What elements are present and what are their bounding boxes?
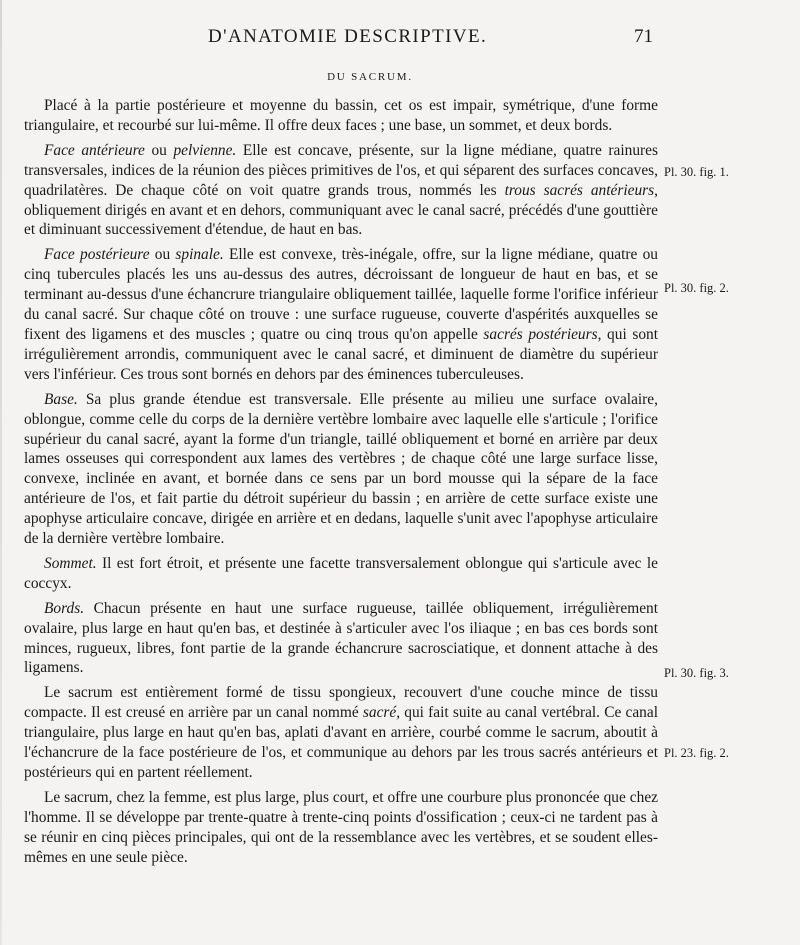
paragraph-sommet bbox=[24, 554, 658, 594]
italic-term: trous sacrés antérieurs bbox=[504, 181, 655, 199]
body-text bbox=[24, 96, 658, 873]
paragraph-lead: Sommet. bbox=[44, 554, 97, 572]
page-edge-shadow bbox=[0, 0, 2, 945]
paragraph-text: Il est fort étroit, et présente une facette transversalement oblongue qui s'articule avec le coccyx. bbox=[24, 554, 658, 592]
paragraph-bords bbox=[24, 599, 658, 679]
paragraph-developpement bbox=[24, 788, 658, 868]
paragraph-lead: Face postérieure bbox=[44, 246, 150, 264]
paragraph-text-cont: , qui sont irrégulièrement arrondis, communiquent avec le canal sacré, et diminuent de diamètre du supérieur vers l'inférieur. Ces trous sont bornés en dehors par des éminences tuberculeuses. bbox=[24, 325, 658, 383]
margin-note-plate-30-fig-3: Pl. 30. fig. 3. bbox=[664, 666, 729, 680]
paragraph-lead: Face antérieure bbox=[44, 141, 145, 159]
margin-note-plate-30-fig-2: Pl. 30. fig. 2. bbox=[664, 281, 729, 295]
paragraph-lead-alt: spinale. bbox=[175, 246, 224, 264]
paragraph-text-cont: , obliquement dirigés en avant et en dehors, communiquant avec le canal sacré, précédés d'une gouttière et diminuant successivement d'étendue, de haut en bas. bbox=[24, 181, 658, 239]
margin-note-plate-30-fig-1: Pl. 30. fig. 1. bbox=[664, 165, 729, 179]
paragraph-intro bbox=[24, 96, 658, 136]
paragraph-text: Chacun présente en haut une surface rugueuse, taillée obliquement, irrégulièrement ovalaire, plus large en haut qu'en bas, et destinée à s'articuler avec l'os iliaque ; en bas ces bords sont minces, rugueux, libres, font partie de la grande échancrure sacrosciatique, et donnent attache à des ligamens. bbox=[24, 599, 658, 677]
paragraph-text: Le sacrum, chez la femme, est plus large, plus court, et offre une courbure plus prononcée que chez l'homme. Il se développe par trente-quatre à trente-cinq points d'ossification ; ceux-ci ne tardent pas à se réunir en cinq pièces principales, qui ont de la ressemblance avec les vertèbres, et se soudent elles-mêmes en une seule pièce. bbox=[24, 788, 658, 866]
paragraph-face-posterieure bbox=[24, 245, 658, 384]
paragraph-text: Elle est concave, présente, sur la ligne médiane, quatre rainures transversales, indices de la réunion des pièces primitives de l'os, et qui séparent des surfaces concaves, quadrilatères. De chaque côté on voit quatre grands trous, nommés les bbox=[24, 141, 659, 199]
italic-term: sacrés postérieurs bbox=[483, 325, 598, 343]
paragraph-text: Placé à la partie postérieure et moyenne du bassin, cet os est impair, symétrique, d'une forme triangulaire, et recourbé sur lui-même. Il offre deux faces ; une base, un sommet, et deux bords. bbox=[24, 97, 658, 134]
italic-term: sacré bbox=[362, 704, 397, 722]
paragraph-lead: Bords. bbox=[44, 599, 85, 617]
paragraph-connector: ou bbox=[149, 246, 176, 264]
page-header bbox=[0, 26, 800, 50]
section-title: DU SACRUM. bbox=[327, 71, 413, 83]
page-number: 71 bbox=[634, 26, 653, 47]
paragraph-text: Elle est convexe, très-inégale, offre, sur la ligne médiane, quatre ou cinq tubercules placés les uns au-dessus des autres, décroissant de longueur de haut en bas, et se terminant au-dessus d'une échancrure triangulaire obliquement taillée, laquelle forme l'orifice inférieur du canal sacré. Sur chaque côté on trouve : une surface rugueuse, couverte d'aspérités auxquelles se fixent des ligamens et des muscles ; quatre ou cinq trous qu'on appelle bbox=[24, 246, 658, 343]
paragraph-lead: Base. bbox=[44, 390, 78, 408]
margin-note-plate-23-fig-2: Pl. 23. fig. 2. bbox=[664, 746, 729, 760]
paragraph-text-cont: , qui fait suite au canal vertébral. Ce canal triangulaire, plus large en haut qu'en bas, aplati d'avant en arrière, courbé comme le sacrum, aboutit à l'échancrure de la face postérieure de l'os, et communique au dehors par les trous sacrés antérieurs et postérieurs qui en partent réellement. bbox=[24, 704, 658, 781]
paragraph-base bbox=[24, 390, 658, 549]
paragraph-lead-alt: pelvienne. bbox=[173, 141, 237, 159]
paragraph-face-anterieure bbox=[24, 141, 658, 241]
running-title: D'ANATOMIE DESCRIPTIVE. bbox=[208, 26, 488, 47]
paragraph-text: Le sacrum est entièrement formé de tissu spongieux, recouvert d'une couche mince de tissu compacte. Il est creusé en arrière par un canal nommé bbox=[24, 684, 658, 722]
paragraph-structure bbox=[24, 683, 658, 783]
paragraph-text: Sa plus grande étendue est transversale. Elle présente au milieu une surface ovalaire, oblongue, comme celle du corps de la dernière vertèbre lombaire avec laquelle elle s'articule ; l'orifice supérieur du canal sacré, ayant la forme d'un triangle, taillé obliquement et borné en arrière par deux lames osseuses qui correspondent aux lames des vertèbres ; de chaque côté une large surface lisse, convexe, inclinée en avant, et bornée dans ce sens par un bord mousse qui la sépare de la face antérieure de l'os, et fait partie du détroit supérieur du bassin ; en arrière de cette surface existe une apophyse articulaire concave, dirigée en arrière et en dedans, laquelle s'unit avec l'apophyse articulaire de la dernière vertèbre lombaire. bbox=[24, 390, 658, 548]
paragraph-connector: ou bbox=[144, 141, 174, 159]
